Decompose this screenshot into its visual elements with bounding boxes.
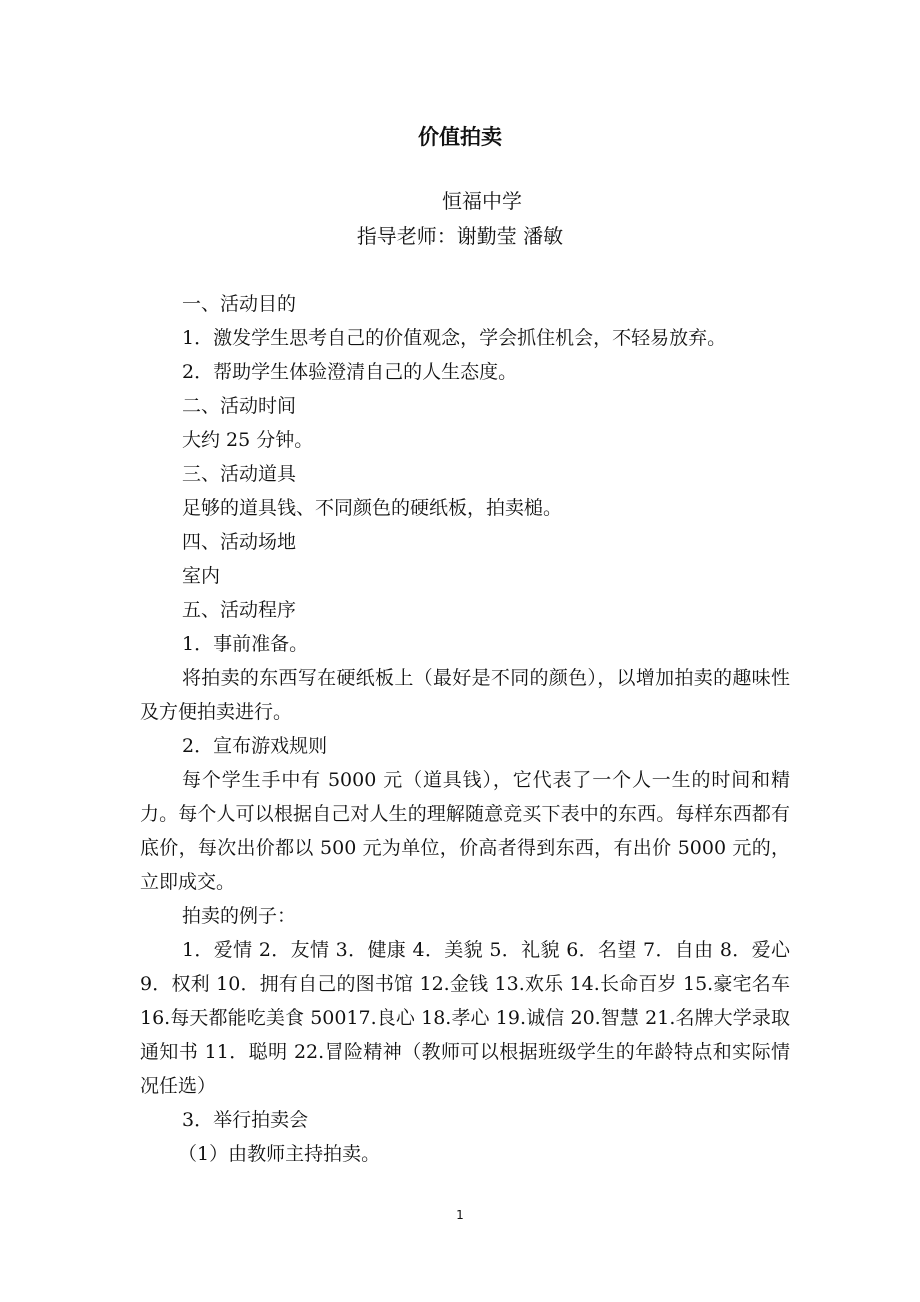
section-heading: 三、活动道具 (182, 463, 297, 485)
paragraph: 每个学生手中有 5000 元（道具钱），它代表了一个人一生的时间和精力。每个人可以根据自己对人生的理解随意竞买下表中的东西。每样东西都有底价，每次出价都以 500 元为单位，价高者得到东西，有出价 5000 元的，立即成交。 (140, 769, 790, 893)
document-title: 价值拍卖 (418, 125, 502, 149)
list-item: 2．宣布游戏规则 (182, 735, 328, 757)
section-heading: 二、活动时间 (182, 395, 297, 417)
list-item: 3．举行拍卖会 (182, 1109, 309, 1131)
section-heading: 一、活动目的 (182, 293, 297, 315)
list-item: 1．激发学生思考自己的价值观念，学会抓住机会，不轻易放弃。 (182, 327, 727, 349)
page-number: 1 (456, 1208, 464, 1222)
section-heading: 四、活动场地 (182, 531, 297, 553)
school-name: 恒福中学 (442, 189, 522, 213)
list-item: 2．帮助学生体验澄清自己的人生态度。 (182, 361, 518, 383)
document-body (140, 287, 790, 1171)
section-text: 室内 (182, 565, 221, 587)
section-text: 足够的道具钱、不同颜色的硬纸板，拍卖槌。 (182, 497, 563, 519)
section-heading: 五、活动程序 (182, 599, 297, 621)
subsection-heading: 拍卖的例子： (182, 905, 297, 927)
paragraph: 将拍卖的东西写在硬纸板上（最好是不同的颜色），以增加拍卖的趣味性及方便拍卖进行。 (140, 667, 790, 723)
paragraph: 1．爱情 2．友情 3．健康 4．美貌 5．礼貌 6．名望 7．自由 8．爱心 9．权利 10．拥有自己的图书馆 12.金钱 13.欢乐 14.长命百岁 15.豪宅名车 16.每天都能吃美食 50017.良心 18.孝心 19.诚信 20.智慧 21.名牌大学录取通知书 11．聪明 22.冒险精神（教师可以根据班级学生的年龄特点和实际情况任选） (140, 939, 790, 1097)
list-item: （1）由教师主持拍卖。 (178, 1143, 381, 1165)
list-item: 1．事前准备。 (182, 633, 309, 655)
teacher-names: 指导老师：谢勤莹 潘敏 (356, 224, 564, 248)
section-text: 大约 25 分钟。 (182, 429, 314, 451)
